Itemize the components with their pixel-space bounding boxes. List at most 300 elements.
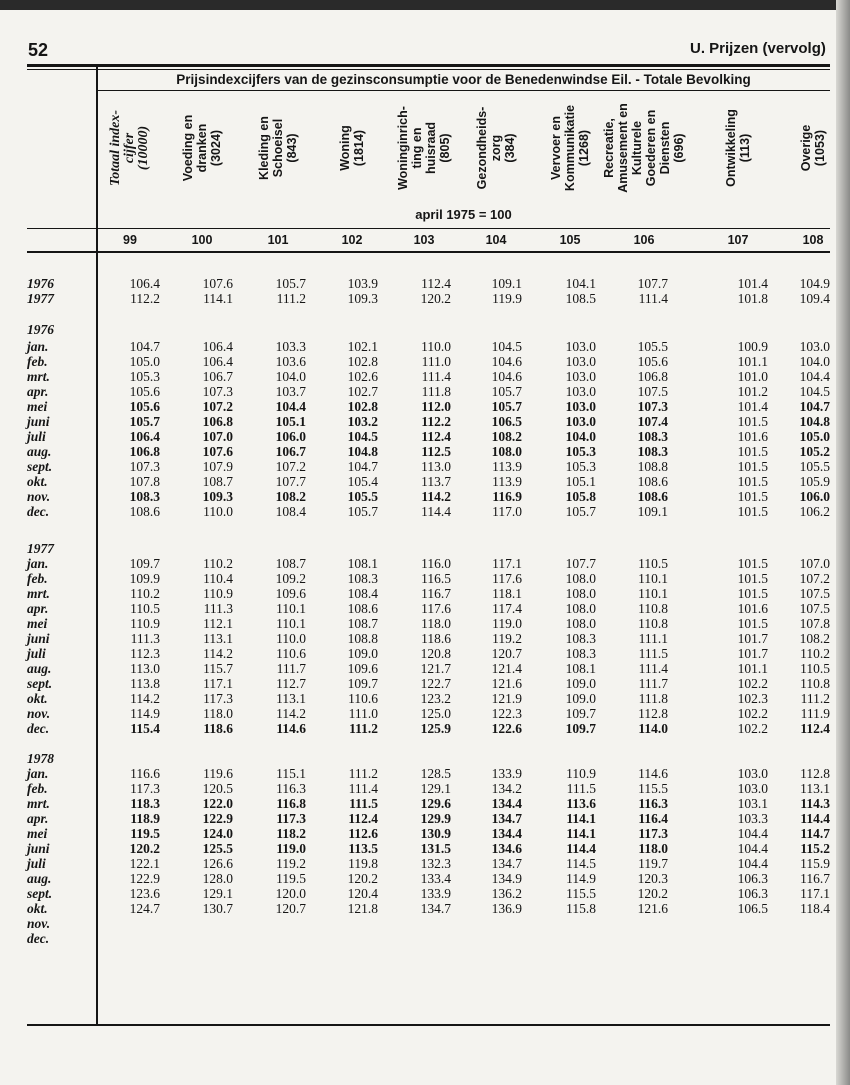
table-cell: 109.1: [637, 504, 668, 519]
table-cell: 126.6: [202, 856, 233, 871]
table-cell: 110.6: [348, 691, 378, 706]
table-cell: 108.7: [275, 556, 306, 571]
table-cell: 104.6: [491, 369, 522, 384]
table-cell: 107.8: [129, 474, 160, 489]
table-cell: 110.1: [638, 571, 668, 586]
table-cell: 101.5: [737, 489, 768, 504]
table-cell: 104.8: [347, 444, 378, 459]
table-cell: 109.3: [347, 291, 378, 306]
table-cell: 116.4: [638, 811, 668, 826]
table-cell: 121.7: [420, 661, 451, 676]
table-cell: 106.3: [737, 886, 768, 901]
table-cell: 119.8: [348, 856, 378, 871]
table-cell: 108.0: [565, 601, 596, 616]
table-cell: 107.7: [565, 556, 596, 571]
table-cell: 103.2: [347, 414, 378, 429]
table-cell: 115.2: [800, 841, 830, 856]
table-cell: 106.2: [799, 504, 830, 519]
row-label: okt.: [27, 691, 48, 706]
table-cell: 111.4: [348, 781, 378, 796]
table-cell: 109.0: [347, 646, 378, 661]
table-cell: 134.2: [491, 781, 522, 796]
table-cell: 105.8: [565, 489, 596, 504]
column-header: [396, 94, 452, 202]
table-cell: 110.9: [130, 616, 160, 631]
table-cell: 117.1: [800, 886, 830, 901]
table-cell: 105.7: [129, 414, 160, 429]
table-cell: 107.0: [202, 429, 233, 444]
table-cell: 115.9: [800, 856, 830, 871]
table-cell: 110.4: [203, 571, 233, 586]
table-cell: 110.2: [800, 646, 830, 661]
table-cell: 108.6: [347, 601, 378, 616]
row-label: nov.: [27, 916, 51, 931]
row-label: 1978: [27, 751, 54, 766]
table-cell: 107.5: [799, 586, 830, 601]
row-label: mrt.: [27, 369, 50, 384]
table-cell: 103.9: [347, 276, 378, 291]
table-cell: 101.5: [737, 571, 768, 586]
table-cell: 120.8: [420, 646, 451, 661]
table-cell: 103.0: [565, 339, 596, 354]
table-cell: 109.4: [799, 291, 830, 306]
table-cell: 133.9: [491, 766, 522, 781]
table-cell: 107.4: [637, 414, 668, 429]
table-cell: 103.0: [737, 766, 768, 781]
table-cell: 119.5: [130, 826, 160, 841]
table-cell: 110.1: [276, 601, 306, 616]
table-cell: 123.6: [129, 886, 160, 901]
table-cell: 125.9: [420, 721, 451, 736]
table-cell: 107.5: [799, 601, 830, 616]
table-cell: 121.6: [491, 676, 522, 691]
table-cell: 112.8: [638, 706, 668, 721]
table-cell: 107.3: [637, 399, 668, 414]
table-cell: 105.5: [799, 459, 830, 474]
table-cell: 104.7: [129, 339, 160, 354]
table-cell: 106.5: [491, 414, 522, 429]
table-cell: 122.3: [491, 706, 522, 721]
column-code: 103: [413, 233, 435, 247]
table-cell: 116.3: [638, 796, 668, 811]
table-cell: 104.5: [799, 384, 830, 399]
column-header-label: Woninginrich- ting en huisraad (805): [396, 106, 452, 190]
table-cell: 109.3: [202, 489, 233, 504]
table-cell: 103.0: [565, 354, 596, 369]
table-cell: 101.5: [737, 504, 768, 519]
table-cell: 113.1: [800, 781, 830, 796]
table-cell: 112.4: [421, 276, 451, 291]
table-cell: 108.0: [565, 586, 596, 601]
table-cell: 129.1: [202, 886, 233, 901]
column-code: 99: [123, 233, 137, 247]
table-cell: 105.7: [491, 399, 522, 414]
table-cell: 102.3: [737, 691, 768, 706]
table-cell: 112.4: [348, 811, 378, 826]
table-cell: 117.3: [276, 811, 306, 826]
table-cell: 120.7: [275, 901, 306, 916]
table-cell: 108.3: [129, 489, 160, 504]
table-cell: 132.3: [420, 856, 451, 871]
table-cell: 136.9: [491, 901, 522, 916]
table-cell: 119.2: [492, 631, 522, 646]
table-cell: 104.4: [737, 841, 768, 856]
table-cell: 106.8: [637, 369, 668, 384]
table-cell: 102.2: [737, 721, 768, 736]
table-cell: 120.4: [347, 886, 378, 901]
table-cell: 107.3: [129, 459, 160, 474]
row-label: juni: [27, 841, 50, 856]
row-label: jan.: [27, 556, 49, 571]
table-title: Prijsindexcijfers van de gezinsconsumptie voor de Benedenwindse Eil. - Totale Bevolking: [176, 72, 751, 87]
table-cell: 101.4: [737, 276, 768, 291]
table-cell: 111.2: [276, 291, 306, 306]
table-cell: 119.5: [276, 871, 306, 886]
table-cell: 114.1: [566, 811, 596, 826]
row-label: sept.: [27, 459, 53, 474]
table-cell: 130.9: [420, 826, 451, 841]
table-cell: 103.0: [799, 339, 830, 354]
row-label: juni: [27, 631, 50, 646]
table-cell: 115.4: [130, 721, 160, 736]
table-cell: 111.9: [800, 706, 830, 721]
table-cell: 114.0: [638, 721, 668, 736]
table-cell: 107.2: [799, 571, 830, 586]
row-label: nov.: [27, 706, 51, 721]
table-cell: 111.2: [349, 721, 378, 736]
table-cell: 107.6: [202, 444, 233, 459]
row-label: sept.: [27, 886, 53, 901]
table-cell: 117.0: [492, 504, 522, 519]
table-cell: 129.6: [420, 796, 451, 811]
table-cell: 106.3: [737, 871, 768, 886]
table-cell: 114.2: [421, 489, 451, 504]
table-cell: 109.7: [347, 676, 378, 691]
table-cell: 108.3: [637, 444, 668, 459]
table-cell: 110.6: [276, 646, 306, 661]
table-cell: 134.7: [491, 811, 522, 826]
table-cell: 110.9: [566, 766, 596, 781]
table-cell: 108.3: [347, 571, 378, 586]
table-cell: 107.6: [202, 276, 233, 291]
table-cell: 114.1: [203, 291, 233, 306]
table-cell: 109.7: [129, 556, 160, 571]
row-label: juli: [27, 856, 46, 871]
table-cell: 107.5: [637, 384, 668, 399]
row-label: jan.: [27, 766, 49, 781]
table-cell: 112.6: [348, 826, 378, 841]
table-cell: 114.9: [566, 871, 596, 886]
table-cell: 111.7: [638, 676, 668, 691]
table-cell: 106.4: [129, 429, 160, 444]
table-cell: 108.6: [637, 489, 668, 504]
table-cell: 110.1: [638, 586, 668, 601]
table-cell: 105.3: [565, 459, 596, 474]
table-cell: 118.6: [203, 721, 233, 736]
table-cell: 116.5: [421, 571, 451, 586]
table-cell: 101.0: [737, 369, 768, 384]
table-cell: 134.7: [420, 901, 451, 916]
table-cell: 112.4: [800, 721, 830, 736]
table-cell: 134.7: [491, 856, 522, 871]
table-cell: 124.7: [129, 901, 160, 916]
table-cell: 106.8: [202, 414, 233, 429]
table-cell: 103.0: [565, 369, 596, 384]
table-cell: 118.0: [421, 616, 451, 631]
table-cell: 108.8: [347, 631, 378, 646]
table-cell: 104.0: [799, 354, 830, 369]
row-label: apr.: [27, 601, 49, 616]
table-cell: 107.7: [637, 276, 668, 291]
column-header: [108, 94, 151, 202]
table-cell: 110.8: [638, 601, 668, 616]
table-cell: 113.1: [276, 691, 306, 706]
table-cell: 121.8: [347, 901, 378, 916]
table-cell: 111.3: [203, 601, 233, 616]
row-label: 1977: [27, 541, 54, 556]
row-label: 1977: [27, 291, 54, 306]
row-label: mrt.: [27, 586, 50, 601]
table-cell: 118.2: [276, 826, 306, 841]
row-label: juli: [27, 646, 46, 661]
table-cell: 106.0: [275, 429, 306, 444]
row-label: nov.: [27, 489, 51, 504]
table-cell: 125.0: [420, 706, 451, 721]
table-cell: 120.2: [420, 291, 451, 306]
table-cell: 110.8: [638, 616, 668, 631]
table-cell: 118.0: [203, 706, 233, 721]
column-header-label: Gezondheids- zorg (384): [475, 106, 517, 190]
table-cell: 105.6: [637, 354, 668, 369]
table-cell: 104.4: [275, 399, 306, 414]
table-cell: 117.3: [203, 691, 233, 706]
table-cell: 103.0: [565, 414, 596, 429]
table-cell: 115.5: [566, 886, 596, 901]
table-cell: 105.1: [565, 474, 596, 489]
running-head: U. Prijzen (vervolg): [690, 40, 826, 57]
table-cell: 111.0: [421, 354, 451, 369]
table-cell: 122.6: [491, 721, 522, 736]
row-label: dec.: [27, 504, 50, 519]
table-cell: 113.0: [421, 459, 451, 474]
table-cell: 134.6: [491, 841, 522, 856]
row-label: mei: [27, 399, 48, 414]
table-cell: 109.2: [275, 571, 306, 586]
table-cell: 111.8: [421, 384, 451, 399]
table-cell: 101.7: [737, 646, 768, 661]
table-cell: 108.7: [202, 474, 233, 489]
table-cell: 108.2: [275, 489, 306, 504]
table-cell: 111.2: [348, 766, 378, 781]
table-cell: 117.3: [638, 826, 668, 841]
column-header: [475, 94, 517, 202]
table-cell: 105.9: [799, 474, 830, 489]
bottom-rule: [27, 1024, 830, 1026]
table-cell: 101.4: [737, 399, 768, 414]
table-cell: 103.0: [565, 384, 596, 399]
table-cell: 108.6: [129, 504, 160, 519]
page-number: 52: [28, 40, 49, 60]
table-cell: 109.7: [565, 706, 596, 721]
column-header-label: Recreatie, Amusement en Kulturele Goederen en Diensten (696): [602, 103, 686, 193]
table-cell: 118.9: [130, 811, 160, 826]
table-cell: 116.3: [276, 781, 306, 796]
table-cell: 102.2: [737, 676, 768, 691]
table-cell: 121.6: [637, 901, 668, 916]
column-header-label: Totaal index- cijfer (10000): [108, 109, 151, 187]
column-header-label: Overige (1053): [799, 124, 827, 172]
column-code: 107: [727, 233, 749, 247]
column-header: [257, 94, 299, 202]
table-cell: 125.5: [202, 841, 233, 856]
table-cell: 111.3: [130, 631, 160, 646]
row-label: sept.: [27, 676, 53, 691]
table-cell: 105.3: [129, 369, 160, 384]
table-cell: 110.5: [638, 556, 668, 571]
table-cell: 110.0: [276, 631, 306, 646]
column-code: 101: [267, 233, 289, 247]
table-cell: 105.3: [565, 444, 596, 459]
table-cell: 128.5: [420, 766, 451, 781]
table-cell: 115.8: [566, 901, 596, 916]
table-cell: 111.1: [638, 631, 668, 646]
table-cell: 114.7: [800, 826, 830, 841]
table-cell: 105.7: [275, 276, 306, 291]
table-cell: 119.0: [276, 841, 306, 856]
column-code: 106: [633, 233, 655, 247]
row-label: feb.: [27, 571, 48, 586]
column-header-label: Kleding en Schoeisel (843): [257, 116, 299, 180]
table-cell: 108.8: [637, 459, 668, 474]
table-cell: 113.5: [348, 841, 378, 856]
row-label: feb.: [27, 781, 48, 796]
table-cell: 111.2: [800, 691, 830, 706]
table-cell: 101.5: [737, 444, 768, 459]
table-cell: 106.5: [737, 901, 768, 916]
table-cell: 108.3: [565, 631, 596, 646]
column-header: [798, 94, 828, 202]
table-cell: 102.8: [347, 354, 378, 369]
table-cell: 105.1: [275, 414, 306, 429]
table-cell: 110.0: [203, 504, 233, 519]
table-cell: 114.5: [566, 856, 596, 871]
table-cell: 108.0: [491, 444, 522, 459]
table-cell: 116.7: [800, 871, 830, 886]
table-cell: 103.3: [737, 811, 768, 826]
row-label: mei: [27, 826, 48, 841]
table-cell: 104.4: [737, 826, 768, 841]
table-cell: 116.9: [492, 489, 522, 504]
table-cell: 107.2: [202, 399, 233, 414]
table-cell: 106.4: [202, 339, 233, 354]
table-cell: 122.9: [202, 811, 233, 826]
row-label: juli: [27, 429, 46, 444]
column-header-label: Woning (1814): [338, 125, 366, 171]
table-cell: 113.8: [130, 676, 160, 691]
column-code: 105: [559, 233, 581, 247]
row-label: feb.: [27, 354, 48, 369]
table-cell: 112.5: [421, 444, 451, 459]
row-label: mrt.: [27, 796, 50, 811]
row-label: apr.: [27, 811, 49, 826]
row-label: dec.: [27, 931, 50, 946]
table-cell: 108.5: [565, 291, 596, 306]
table-cell: 115.5: [638, 781, 668, 796]
table-cell: 112.0: [421, 399, 451, 414]
table-cell: 118.4: [800, 901, 830, 916]
table-cell: 129.9: [420, 811, 451, 826]
table-cell: 109.0: [565, 676, 596, 691]
table-cell: 116.8: [276, 796, 306, 811]
table-cell: 105.0: [129, 354, 160, 369]
table-cell: 110.8: [800, 676, 830, 691]
table-cell: 109.6: [347, 661, 378, 676]
table-cell: 112.2: [421, 414, 451, 429]
table-cell: 107.7: [275, 474, 306, 489]
table-cell: 108.2: [491, 429, 522, 444]
table-cell: 120.2: [347, 871, 378, 886]
table-cell: 119.7: [638, 856, 668, 871]
table-cell: 117.1: [203, 676, 233, 691]
table-cell: 119.0: [492, 616, 522, 631]
table-cell: 102.2: [737, 706, 768, 721]
table-cell: 111.4: [638, 661, 668, 676]
table-cell: 101.1: [737, 661, 768, 676]
table-cell: 114.4: [566, 841, 596, 856]
table-cell: 111.4: [638, 291, 668, 306]
table-cell: 105.7: [347, 504, 378, 519]
table-cell: 114.2: [203, 646, 233, 661]
table-cell: 102.6: [347, 369, 378, 384]
table-cell: 116.7: [421, 586, 451, 601]
table-cell: 105.5: [347, 489, 378, 504]
header-rule: [27, 228, 830, 229]
table-cell: 104.0: [565, 429, 596, 444]
table-cell: 122.0: [202, 796, 233, 811]
table-cell: 104.0: [275, 369, 306, 384]
table-cell: 112.3: [130, 646, 160, 661]
table-cell: 110.2: [203, 556, 233, 571]
table-cell: 112.7: [276, 676, 306, 691]
row-label: jan.: [27, 339, 49, 354]
table-cell: 103.6: [275, 354, 306, 369]
table-cell: 105.5: [637, 339, 668, 354]
table-cell: 101.5: [737, 556, 768, 571]
table-cell: 116.6: [130, 766, 160, 781]
table-cell: 117.6: [492, 571, 522, 586]
table-cell: 114.6: [638, 766, 668, 781]
table-cell: 105.6: [129, 384, 160, 399]
table-cell: 106.8: [129, 444, 160, 459]
row-label: okt.: [27, 474, 48, 489]
row-label: 1976: [27, 276, 54, 291]
table-cell: 107.0: [799, 556, 830, 571]
table-cell: 120.5: [202, 781, 233, 796]
table-cell: 134.4: [491, 826, 522, 841]
table-cell: 108.1: [347, 556, 378, 571]
column-header: [723, 94, 753, 202]
table-cell: 114.2: [276, 706, 306, 721]
table-cell: 107.2: [275, 459, 306, 474]
table-cell: 109.9: [129, 571, 160, 586]
table-cell: 107.3: [202, 384, 233, 399]
table-cell: 111.8: [638, 691, 668, 706]
row-label: mei: [27, 616, 48, 631]
column-header-label: Ontwikkeling (113): [724, 109, 752, 187]
table-cell: 116.0: [421, 556, 451, 571]
table-cell: 120.2: [129, 841, 160, 856]
row-label: okt.: [27, 901, 48, 916]
